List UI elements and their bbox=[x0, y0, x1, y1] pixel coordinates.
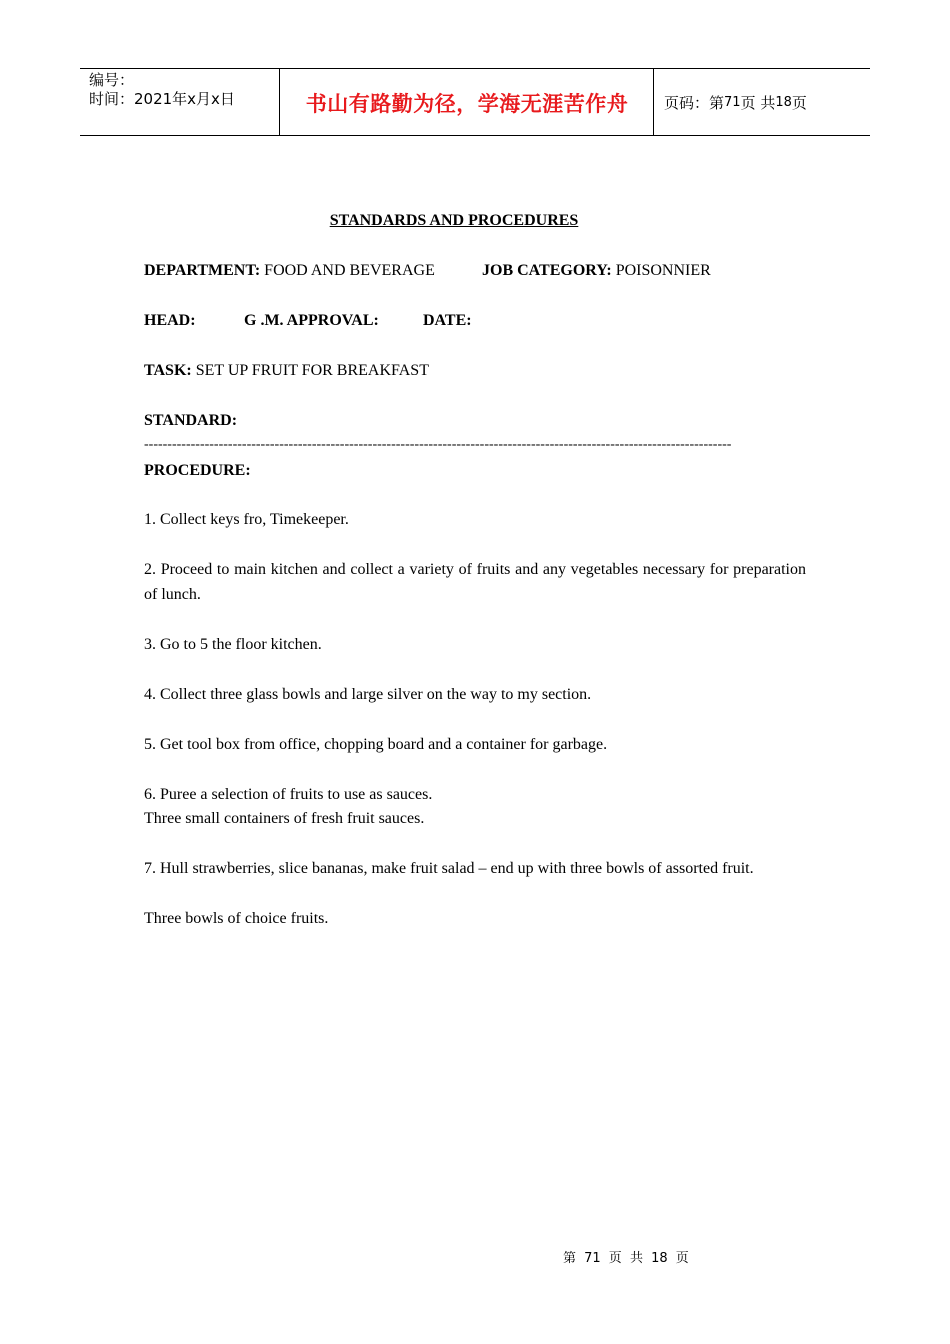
procedure-step: 2. Proceed to main kitchen and collect a variety of fruits and any vegetables necessary for preparation of lunch. bbox=[144, 561, 806, 603]
header-page-cell bbox=[655, 69, 870, 135]
procedure-step-note: Three small containers of fresh fruit sauces. bbox=[144, 810, 425, 827]
task-label: TASK: bbox=[144, 362, 192, 379]
procedure-step: 7. Hull strawberries, slice bananas, make fruit salad – end up with three bowls of assorted fruit. bbox=[144, 860, 754, 877]
job-category-row bbox=[482, 258, 711, 283]
standard-label: STANDARD: bbox=[144, 412, 238, 429]
procedure-step-note: Three bowls of choice fruits. bbox=[144, 910, 329, 927]
task-row bbox=[144, 358, 429, 383]
page-header bbox=[80, 68, 870, 136]
header-meta-cell bbox=[80, 69, 280, 135]
procedure-step: 1. Collect keys fro, Timekeeper. bbox=[144, 511, 349, 528]
department-row bbox=[144, 258, 435, 283]
gm-approval-label: G .M. APPROVAL: bbox=[244, 312, 379, 329]
page-footer: 第 71 页 共 18 页 bbox=[563, 1251, 689, 1266]
header-motto: 书山有路勤为径，学海无涯苦作舟 bbox=[305, 92, 629, 116]
date-label: DATE: bbox=[423, 312, 472, 329]
department-value: FOOD AND BEVERAGE bbox=[260, 262, 435, 279]
page-total: 18 bbox=[775, 94, 792, 110]
header-motto-cell bbox=[281, 69, 654, 135]
page-prefix: 页码：第 bbox=[664, 93, 725, 112]
procedure-step: 5. Get tool box from office, chopping board and a container for garbage. bbox=[144, 736, 608, 753]
separator-line: ------------------------------------------------------------------------------------------------------------------------------ bbox=[144, 437, 732, 452]
document-number-label: 编号： bbox=[89, 71, 135, 89]
page-suffix: 页 bbox=[791, 93, 807, 112]
task-value: SET UP FRUIT FOR BREAKFAST bbox=[191, 362, 429, 379]
job-category-value: POISONNIER bbox=[611, 262, 711, 279]
document-time-label: 时间：2021年x月x日 bbox=[89, 90, 235, 108]
procedure-step: 3. Go to 5 the floor kitchen. bbox=[144, 636, 322, 653]
document-title: STANDARDS AND PROCEDURES bbox=[329, 212, 579, 229]
page-current: 71 bbox=[724, 94, 741, 110]
procedure-step: 6. Puree a selection of fruits to use as sauces. bbox=[144, 786, 433, 803]
procedure-label: PROCEDURE: bbox=[144, 462, 251, 479]
page-mid: 页 共 bbox=[740, 93, 776, 112]
procedure-step: 4. Collect three glass bowls and large silver on the way to my section. bbox=[144, 686, 592, 703]
job-category-label: JOB CATEGORY: bbox=[482, 262, 612, 279]
department-label: DEPARTMENT: bbox=[144, 262, 261, 279]
head-label: HEAD: bbox=[144, 312, 196, 329]
